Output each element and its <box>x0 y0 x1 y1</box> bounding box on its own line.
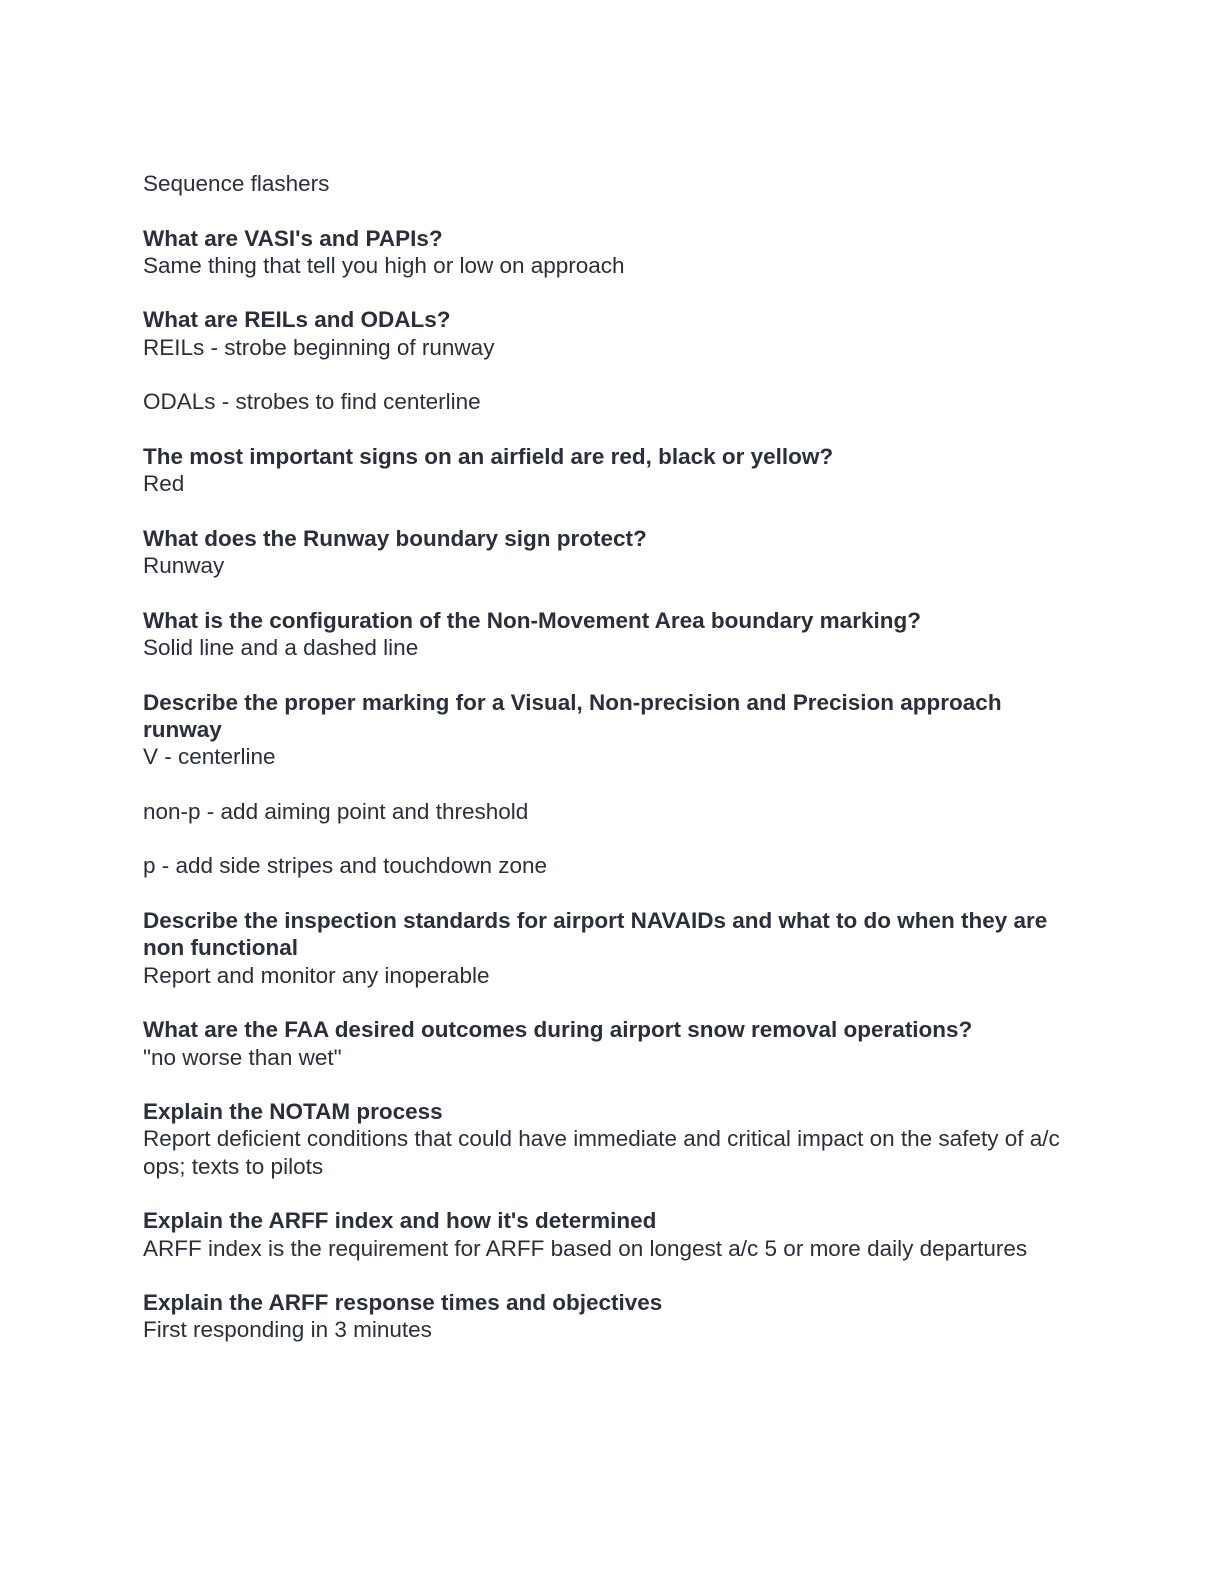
list-item <box>143 306 1083 361</box>
answer-text: REILs - strobe beginning of runway <box>143 334 495 360</box>
answer-text: Same thing that tell you high or low on approach <box>143 252 625 278</box>
list-item <box>143 1289 1083 1344</box>
list-item <box>143 852 1083 879</box>
question-text: What are the FAA desired outcomes during airport snow removal operations? <box>143 1017 973 1043</box>
question-text: Describe the inspection standards for airport NAVAIDs and what to do when they are non functional <box>143 908 1048 961</box>
question-text: Explain the ARFF index and how it's determined <box>143 1208 657 1234</box>
list-item <box>143 907 1083 989</box>
list-item <box>143 798 1083 825</box>
answer-text: Red <box>143 471 185 497</box>
answer-text: ODALs - strobes to find centerline <box>143 389 481 415</box>
answer-text: Runway <box>143 553 225 579</box>
answer-text: p - add side stripes and touchdown zone <box>143 853 548 879</box>
question-text: What are VASI's and PAPIs? <box>143 225 443 251</box>
list-item <box>143 1016 1083 1071</box>
list-item <box>143 443 1083 498</box>
answer-text: Report deficient conditions that could have immediate and critical impact on the safety of a/c ops; texts to pilots <box>143 1126 1060 1179</box>
question-text: What are REILs and ODALs? <box>143 307 451 333</box>
document-body <box>143 170 1083 1371</box>
answer-text: non-p - add aiming point and threshold <box>143 798 529 824</box>
list-item <box>143 607 1083 662</box>
list-item <box>143 1098 1083 1180</box>
answer-text: Solid line and a dashed line <box>143 635 419 661</box>
answer-text: Report and monitor any inoperable <box>143 962 490 988</box>
answer-text: Sequence flashers <box>143 171 330 196</box>
list-item <box>143 225 1083 280</box>
list-item <box>143 1207 1083 1262</box>
list-item <box>143 170 1083 197</box>
list-item <box>143 388 1083 415</box>
question-text: What does the Runway boundary sign protect? <box>143 525 647 551</box>
answer-text: "no worse than wet" <box>143 1044 342 1070</box>
answer-text: First responding in 3 minutes <box>143 1317 432 1343</box>
list-item <box>143 525 1083 580</box>
question-text: Explain the NOTAM process <box>143 1099 443 1125</box>
question-text: The most important signs on an airfield are red, black or yellow? <box>143 443 834 469</box>
question-text: Describe the proper marking for a Visual, Non-precision and Precision approach runway <box>143 689 1002 742</box>
answer-text: V - centerline <box>143 744 276 770</box>
answer-text: ARFF index is the requirement for ARFF based on longest a/c 5 or more daily departures <box>143 1235 1028 1261</box>
list-item <box>143 689 1083 771</box>
question-text: Explain the ARFF response times and objectives <box>143 1290 663 1316</box>
question-text: What is the configuration of the Non-Movement Area boundary marking? <box>143 607 921 633</box>
